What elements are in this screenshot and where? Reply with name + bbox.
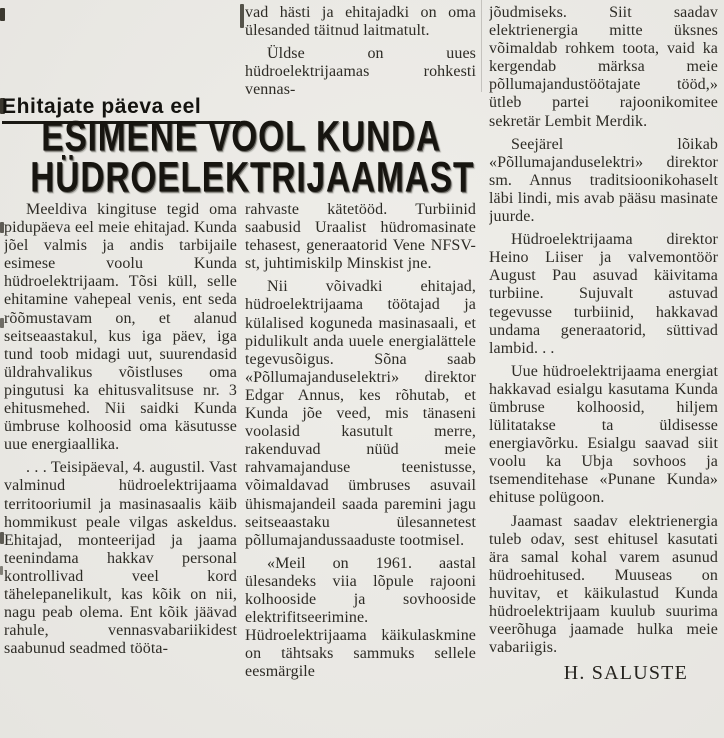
body-column-middle xyxy=(245,201,476,738)
byline: H. SALUSTE xyxy=(563,662,688,685)
headline xyxy=(0,113,482,202)
body-column-left xyxy=(4,201,237,738)
paragraph: Nii võivadki ehitajad, hüdroelektrijaama töötajad ja külalised koguneda masinasaali, et pidulikult anda uuele energialättele tegevusõigus. Sõna saab «Põllumajanduselektri» direktor Edgar Annus, kes rõhutab, et Kunda jõe veed, mis tänaseni voolasid kasutult merre, rakenduvad nüüd meie rahvamajanduse teenistusse, võimaldavad ümbruses asuvail ühismajandeil saada paremini jagu seitseaastaku ülesannetest põllumajandussaaduste tootmisel. xyxy=(245,278,476,549)
paragraph: rahvaste kätetööd. Turbiinid saabusid Uraalist hüdromasinate tehasest, generaatorid Vene NFSV-st, juhtimiskilp Minskist jne. xyxy=(245,201,476,273)
kicker: Ehitajate päeva eel xyxy=(2,95,240,124)
paragraph: Meeldiva kingituse tegid oma pidupäeva eel meie ehitajad. Kunda jõel valmis ja andis tarbijaile esimese voolu Kunda hüdroelektrijaam. Tõsi küll, selle ehitamine vahepeal venis, ent seda rõõmustavam on, et alanud seitseaastakul, kus iga päev, iga tund toob midagi uut, suurendasid üldrahvalikus võistluses oma pingutusi ka ehitusvalitsuse nr. 3 ehitusmehed. Nii saidki Kunda ümbruse kolhoosid oma käsutusse uue energiaallika. xyxy=(4,201,237,454)
continuation-column-top xyxy=(245,4,476,104)
scan-artifact xyxy=(0,8,5,21)
headline-line-2: HÜDROELEKTRIJAAMAST xyxy=(30,154,475,202)
body-column-right xyxy=(489,4,718,734)
paragraph: Jaamast saadav elektrienergia tuleb odav, sest ehitusel kasutati ära samal kohal varem asunud hüdroehitused. Muuseas on huvitav, et käikulastud Kunda hüdroelektrijaam kuulub suurima veerõhuga jaamade hulka meie vabariigis. xyxy=(489,512,718,657)
paragraph: . . . Teisipäeval, 4. augustil. Vast valminud hüdroelektrijaama territooriumil ja masinasaalis käib hommikust peale vilgas askeldus. Ehitajad, monteerijad ja jaama teenindama hakkav personal kontrollivad veel kord tähelepanelikult, kas kõik on nii, nagu peab olema. Ent kõik jäävad rahule, vennasvabariikidest saabunud seadmed tööta- xyxy=(4,459,237,658)
paragraph: «Meil on 1961. aastal ülesandeks viia lõpule rajooni kolhooside ja sovhooside elektrifitseerimine. Hüdroelektrijaama käikulaskmine on tähtsaks sammuks sellele eesmärgile xyxy=(245,554,476,681)
scan-artifact xyxy=(0,566,3,575)
scan-artifact xyxy=(240,4,244,28)
paragraph: Üldse on uues hüdroelektrijaamas rohkesti vennas- xyxy=(245,45,476,99)
paragraph: vad hästi ja ehitajadki on oma ülesanded täitnud laitmatult. xyxy=(245,4,476,40)
column-rule xyxy=(481,0,482,92)
headline-line-1: ESIMENE VOOL KUNDA xyxy=(41,113,441,161)
paragraph: Uue hüdroelektrijaama energiat hakkavad esialgu kasutama Kunda ümbruse kolhoosid, hiljem lülitatakse ta üldisesse energiavõrku. Esialgu saavad siit voolu ka Ubja sovhoos ja tsemenditehase «Punane Kunda» ehituse polügoon. xyxy=(489,362,718,507)
paragraph: Hüdroelektrijaama direktor Heino Liiser ja valvemontöör August Pau asuvad käivitama turbiine. Sujuvalt astuvad tegevusse turbiinid, hakkavad undama generaatorid, süttivad lambid. . . xyxy=(489,231,718,357)
paragraph: jõudmiseks. Siit saadav elektrienergia mitte üksnes võimaldab rohkem toota, vaid ka kergendab märksa meie põllumajandustöötajate tööd,» ütleb partei rajoonikomitee sekretär Lembit Merdik. xyxy=(489,4,718,130)
paragraph: Seejärel lõikab «Põllumajanduselektri» direktor sm. Annus traditsioonikohaselt läbi lindi, mis avab pääsu masinate juurde. xyxy=(489,135,718,226)
